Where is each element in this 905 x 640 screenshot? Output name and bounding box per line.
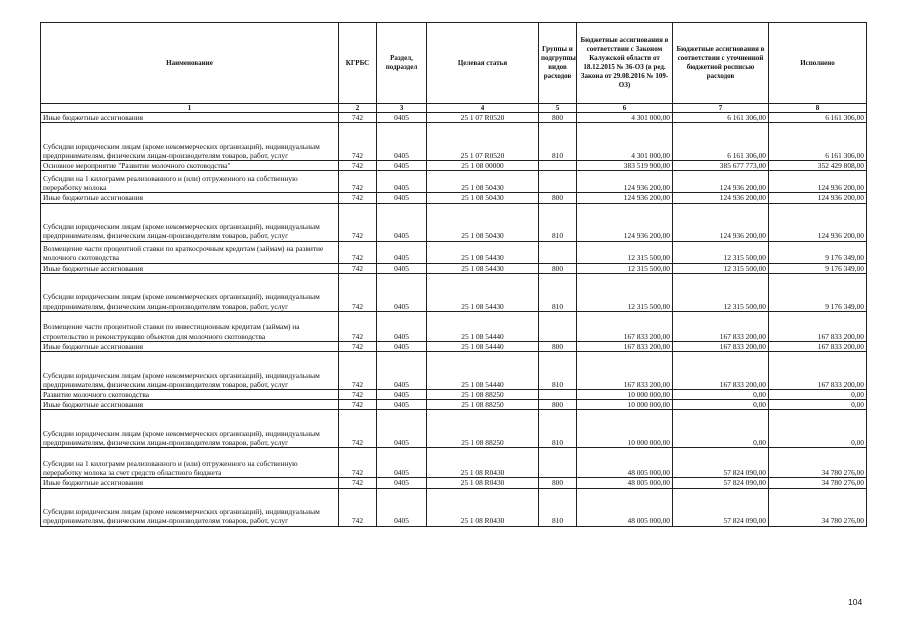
row-section-cell: 0405 <box>377 273 427 311</box>
row-budget-law-cell: 12 315 500,00 <box>577 241 673 263</box>
row-name-cell: Субсидии юридическим лицам (кроме некоммерческих организаций), индивидуальным предпринимателям, физическим лицам-производителям товаров, работ, услуг <box>41 123 339 161</box>
col-header-kgrbs: КГРБС <box>339 23 377 104</box>
column-number-row <box>41 104 867 113</box>
row-target-cell: 25 1 08 50430 <box>427 203 539 241</box>
row-group-cell <box>539 161 577 171</box>
row-name-cell: Субсидии юридическим лицам (кроме некоммерческих организаций), индивидуальным предпринимателям, физическим лицам-производителям товаров, работ, услуг <box>41 410 339 448</box>
row-target-cell: 25 1 08 88250 <box>427 410 539 448</box>
row-budget-refined-cell: 12 315 500,00 <box>673 273 769 311</box>
row-target-cell: 25 1 08 R0430 <box>427 488 539 526</box>
table-row <box>41 123 867 161</box>
row-executed-cell: 34 780 276,00 <box>769 448 867 478</box>
col-header-target: Целевая статья <box>427 23 539 104</box>
row-executed-cell: 124 936 200,00 <box>769 203 867 241</box>
col-number: 7 <box>673 104 769 113</box>
table-row <box>41 311 867 341</box>
row-kgrbs-cell: 742 <box>339 478 377 488</box>
row-target-cell: 25 1 07 R0520 <box>427 123 539 161</box>
row-budget-refined-cell: 0,00 <box>673 400 769 410</box>
row-section-cell: 0405 <box>377 341 427 351</box>
row-budget-law-cell: 12 315 500,00 <box>577 273 673 311</box>
row-target-cell: 25 1 08 54440 <box>427 311 539 341</box>
row-section-cell: 0405 <box>377 203 427 241</box>
row-group-cell <box>539 241 577 263</box>
row-budget-law-cell: 48 005 000,00 <box>577 448 673 478</box>
row-group-cell: 810 <box>539 410 577 448</box>
row-kgrbs-cell: 742 <box>339 352 377 390</box>
row-section-cell: 0405 <box>377 410 427 448</box>
row-budget-law-cell: 124 936 200,00 <box>577 203 673 241</box>
table-row <box>41 193 867 203</box>
row-section-cell: 0405 <box>377 171 427 193</box>
row-name-cell: Возмещение части процентной ставки по инвестиционным кредитам (займам) на строительство и реконструкцию объектов для молочного скотоводства <box>41 311 339 341</box>
table-row <box>41 263 867 273</box>
row-target-cell: 25 1 08 54440 <box>427 341 539 351</box>
row-budget-law-cell: 167 833 200,00 <box>577 341 673 351</box>
row-budget-law-cell: 10 000 000,00 <box>577 390 673 400</box>
table-body <box>41 113 867 527</box>
row-budget-refined-cell: 167 833 200,00 <box>673 311 769 341</box>
budget-table <box>40 22 867 527</box>
col-header-groups: Группы и подгруппы видов расходов <box>539 23 577 104</box>
table-row <box>41 113 867 123</box>
row-target-cell: 25 1 08 54440 <box>427 352 539 390</box>
row-executed-cell: 9 176 349,00 <box>769 241 867 263</box>
row-budget-law-cell: 124 936 200,00 <box>577 171 673 193</box>
table-row <box>41 478 867 488</box>
row-target-cell: 25 1 08 54430 <box>427 263 539 273</box>
row-executed-cell: 6 161 306,00 <box>769 113 867 123</box>
row-name-cell: Основное мероприятие "Развитие молочного скотоводства" <box>41 161 339 171</box>
row-budget-law-cell: 4 301 000,00 <box>577 123 673 161</box>
row-kgrbs-cell: 742 <box>339 488 377 526</box>
table-row <box>41 203 867 241</box>
table-row <box>41 341 867 351</box>
row-budget-law-cell: 12 315 500,00 <box>577 263 673 273</box>
row-group-cell: 810 <box>539 203 577 241</box>
row-section-cell: 0405 <box>377 478 427 488</box>
row-kgrbs-cell: 742 <box>339 171 377 193</box>
row-target-cell: 25 1 07 R0520 <box>427 113 539 123</box>
row-group-cell: 800 <box>539 400 577 410</box>
col-number: 4 <box>427 104 539 113</box>
row-name-cell: Субсидии юридическим лицам (кроме некоммерческих организаций), индивидуальным предпринимателям, физическим лицам-производителям товаров, работ, услуг <box>41 203 339 241</box>
row-name-cell: Субсидии на 1 килограмм реализованного и (или) отгруженного на собственную переработку молока за счет средств областного бюджета <box>41 448 339 478</box>
row-budget-refined-cell: 6 161 306,00 <box>673 123 769 161</box>
row-kgrbs-cell: 742 <box>339 123 377 161</box>
row-target-cell: 25 1 08 00000 <box>427 161 539 171</box>
row-group-cell: 800 <box>539 478 577 488</box>
row-name-cell: Возмещение части процентной ставки по краткосрочным кредитам (займам) на развитие молочного скотоводства <box>41 241 339 263</box>
row-kgrbs-cell: 742 <box>339 273 377 311</box>
document-page <box>40 22 866 527</box>
row-executed-cell: 167 833 200,00 <box>769 352 867 390</box>
row-target-cell: 25 1 08 54430 <box>427 273 539 311</box>
row-budget-refined-cell: 167 833 200,00 <box>673 352 769 390</box>
table-row <box>41 488 867 526</box>
row-kgrbs-cell: 742 <box>339 390 377 400</box>
row-kgrbs-cell: 742 <box>339 341 377 351</box>
row-budget-refined-cell: 124 936 200,00 <box>673 203 769 241</box>
row-executed-cell: 167 833 200,00 <box>769 341 867 351</box>
row-target-cell: 25 1 08 88250 <box>427 390 539 400</box>
row-budget-refined-cell: 0,00 <box>673 390 769 400</box>
row-executed-cell: 0,00 <box>769 400 867 410</box>
table-row <box>41 273 867 311</box>
row-target-cell: 25 1 08 50430 <box>427 193 539 203</box>
col-header-executed: Исполнено <box>769 23 867 104</box>
row-executed-cell: 34 780 276,00 <box>769 478 867 488</box>
row-group-cell <box>539 171 577 193</box>
row-group-cell <box>539 448 577 478</box>
row-group-cell: 810 <box>539 352 577 390</box>
row-section-cell: 0405 <box>377 448 427 478</box>
row-budget-refined-cell: 124 936 200,00 <box>673 193 769 203</box>
col-header-name: Наименование <box>41 23 339 104</box>
row-kgrbs-cell: 742 <box>339 263 377 273</box>
header-row <box>41 23 867 104</box>
row-section-cell: 0405 <box>377 311 427 341</box>
row-budget-refined-cell: 12 315 500,00 <box>673 241 769 263</box>
row-budget-law-cell: 10 000 000,00 <box>577 400 673 410</box>
col-header-budget-refined: Бюджетные ассигнования в соответствии с уточненной бюджетной росписью расходов <box>673 23 769 104</box>
row-budget-law-cell: 48 005 000,00 <box>577 488 673 526</box>
table-row <box>41 448 867 478</box>
row-group-cell: 810 <box>539 488 577 526</box>
row-group-cell: 800 <box>539 113 577 123</box>
row-section-cell: 0405 <box>377 123 427 161</box>
row-budget-law-cell: 124 936 200,00 <box>577 193 673 203</box>
table-row <box>41 410 867 448</box>
row-budget-refined-cell: 57 824 090,00 <box>673 478 769 488</box>
row-kgrbs-cell: 742 <box>339 448 377 478</box>
col-header-budget-law: Бюджетные ассигнования в соответствии с Законом Калужской области от 18.12.2015 № 36-ОЗ (в ред. Закона от 29.08.2016 № 109-ОЗ) <box>577 23 673 104</box>
col-number: 3 <box>377 104 427 113</box>
row-budget-refined-cell: 57 824 090,00 <box>673 488 769 526</box>
row-section-cell: 0405 <box>377 352 427 390</box>
row-name-cell: Субсидии юридическим лицам (кроме некоммерческих организаций), индивидуальным предпринимателям, физическим лицам-производителям товаров, работ, услуг <box>41 273 339 311</box>
row-executed-cell: 6 161 306,00 <box>769 123 867 161</box>
row-executed-cell: 9 176 349,00 <box>769 263 867 273</box>
row-budget-law-cell: 48 005 000,00 <box>577 478 673 488</box>
col-number: 8 <box>769 104 867 113</box>
row-group-cell: 800 <box>539 263 577 273</box>
row-name-cell: Иные бюджетные ассигнования <box>41 341 339 351</box>
row-budget-refined-cell: 167 833 200,00 <box>673 341 769 351</box>
row-budget-refined-cell: 124 936 200,00 <box>673 171 769 193</box>
row-name-cell: Иные бюджетные ассигнования <box>41 478 339 488</box>
row-kgrbs-cell: 742 <box>339 241 377 263</box>
row-section-cell: 0405 <box>377 241 427 263</box>
row-section-cell: 0405 <box>377 263 427 273</box>
col-number: 2 <box>339 104 377 113</box>
row-budget-refined-cell: 12 315 500,00 <box>673 263 769 273</box>
row-group-cell: 810 <box>539 273 577 311</box>
row-budget-refined-cell: 6 161 306,00 <box>673 113 769 123</box>
row-kgrbs-cell: 742 <box>339 203 377 241</box>
table-row <box>41 161 867 171</box>
row-group-cell <box>539 390 577 400</box>
row-budget-law-cell: 10 000 000,00 <box>577 410 673 448</box>
row-executed-cell: 352 429 808,00 <box>769 161 867 171</box>
table-row <box>41 400 867 410</box>
col-number: 5 <box>539 104 577 113</box>
row-executed-cell: 167 833 200,00 <box>769 311 867 341</box>
row-name-cell: Субсидии юридическим лицам (кроме некоммерческих организаций), индивидуальным предпринимателям, физическим лицам-производителям товаров, работ, услуг <box>41 488 339 526</box>
row-section-cell: 0405 <box>377 193 427 203</box>
row-name-cell: Иные бюджетные ассигнования <box>41 400 339 410</box>
col-number: 1 <box>41 104 339 113</box>
row-section-cell: 0405 <box>377 488 427 526</box>
row-target-cell: 25 1 08 R0430 <box>427 448 539 478</box>
row-budget-law-cell: 4 301 000,00 <box>577 113 673 123</box>
row-executed-cell: 9 176 349,00 <box>769 273 867 311</box>
row-kgrbs-cell: 742 <box>339 400 377 410</box>
row-kgrbs-cell: 742 <box>339 410 377 448</box>
row-target-cell: 25 1 08 50430 <box>427 171 539 193</box>
row-kgrbs-cell: 742 <box>339 113 377 123</box>
row-section-cell: 0405 <box>377 113 427 123</box>
row-budget-law-cell: 167 833 200,00 <box>577 311 673 341</box>
row-executed-cell: 34 780 276,00 <box>769 488 867 526</box>
col-number: 6 <box>577 104 673 113</box>
row-section-cell: 0405 <box>377 400 427 410</box>
row-executed-cell: 124 936 200,00 <box>769 171 867 193</box>
row-budget-law-cell: 383 519 900,00 <box>577 161 673 171</box>
table-row <box>41 241 867 263</box>
row-name-cell: Иные бюджетные ассигнования <box>41 193 339 203</box>
row-budget-refined-cell: 57 824 090,00 <box>673 448 769 478</box>
table-row <box>41 352 867 390</box>
row-group-cell <box>539 311 577 341</box>
col-header-section: Раздел, подраздел <box>377 23 427 104</box>
row-target-cell: 25 1 08 54430 <box>427 241 539 263</box>
row-section-cell: 0405 <box>377 161 427 171</box>
row-group-cell: 800 <box>539 193 577 203</box>
row-executed-cell: 0,00 <box>769 410 867 448</box>
row-name-cell: Развитие молочного скотоводства <box>41 390 339 400</box>
row-target-cell: 25 1 08 88250 <box>427 400 539 410</box>
row-kgrbs-cell: 742 <box>339 161 377 171</box>
table-row <box>41 171 867 193</box>
row-budget-law-cell: 167 833 200,00 <box>577 352 673 390</box>
row-target-cell: 25 1 08 R0430 <box>427 478 539 488</box>
row-section-cell: 0405 <box>377 390 427 400</box>
row-name-cell: Субсидии на 1 килограмм реализованного и (или) отгруженного на собственную переработку молока <box>41 171 339 193</box>
row-name-cell: Субсидии юридическим лицам (кроме некоммерческих организаций), индивидуальным предпринимателям, физическим лицам-производителям товаров, работ, услуг <box>41 352 339 390</box>
row-kgrbs-cell: 742 <box>339 193 377 203</box>
row-group-cell: 810 <box>539 123 577 161</box>
row-executed-cell: 124 936 200,00 <box>769 193 867 203</box>
row-budget-refined-cell: 0,00 <box>673 410 769 448</box>
row-group-cell: 800 <box>539 341 577 351</box>
row-kgrbs-cell: 742 <box>339 311 377 341</box>
row-executed-cell: 0,00 <box>769 390 867 400</box>
row-name-cell: Иные бюджетные ассигнования <box>41 113 339 123</box>
table-row <box>41 390 867 400</box>
row-name-cell: Иные бюджетные ассигнования <box>41 263 339 273</box>
page-number: 104 <box>848 597 863 607</box>
row-budget-refined-cell: 385 677 773,00 <box>673 161 769 171</box>
